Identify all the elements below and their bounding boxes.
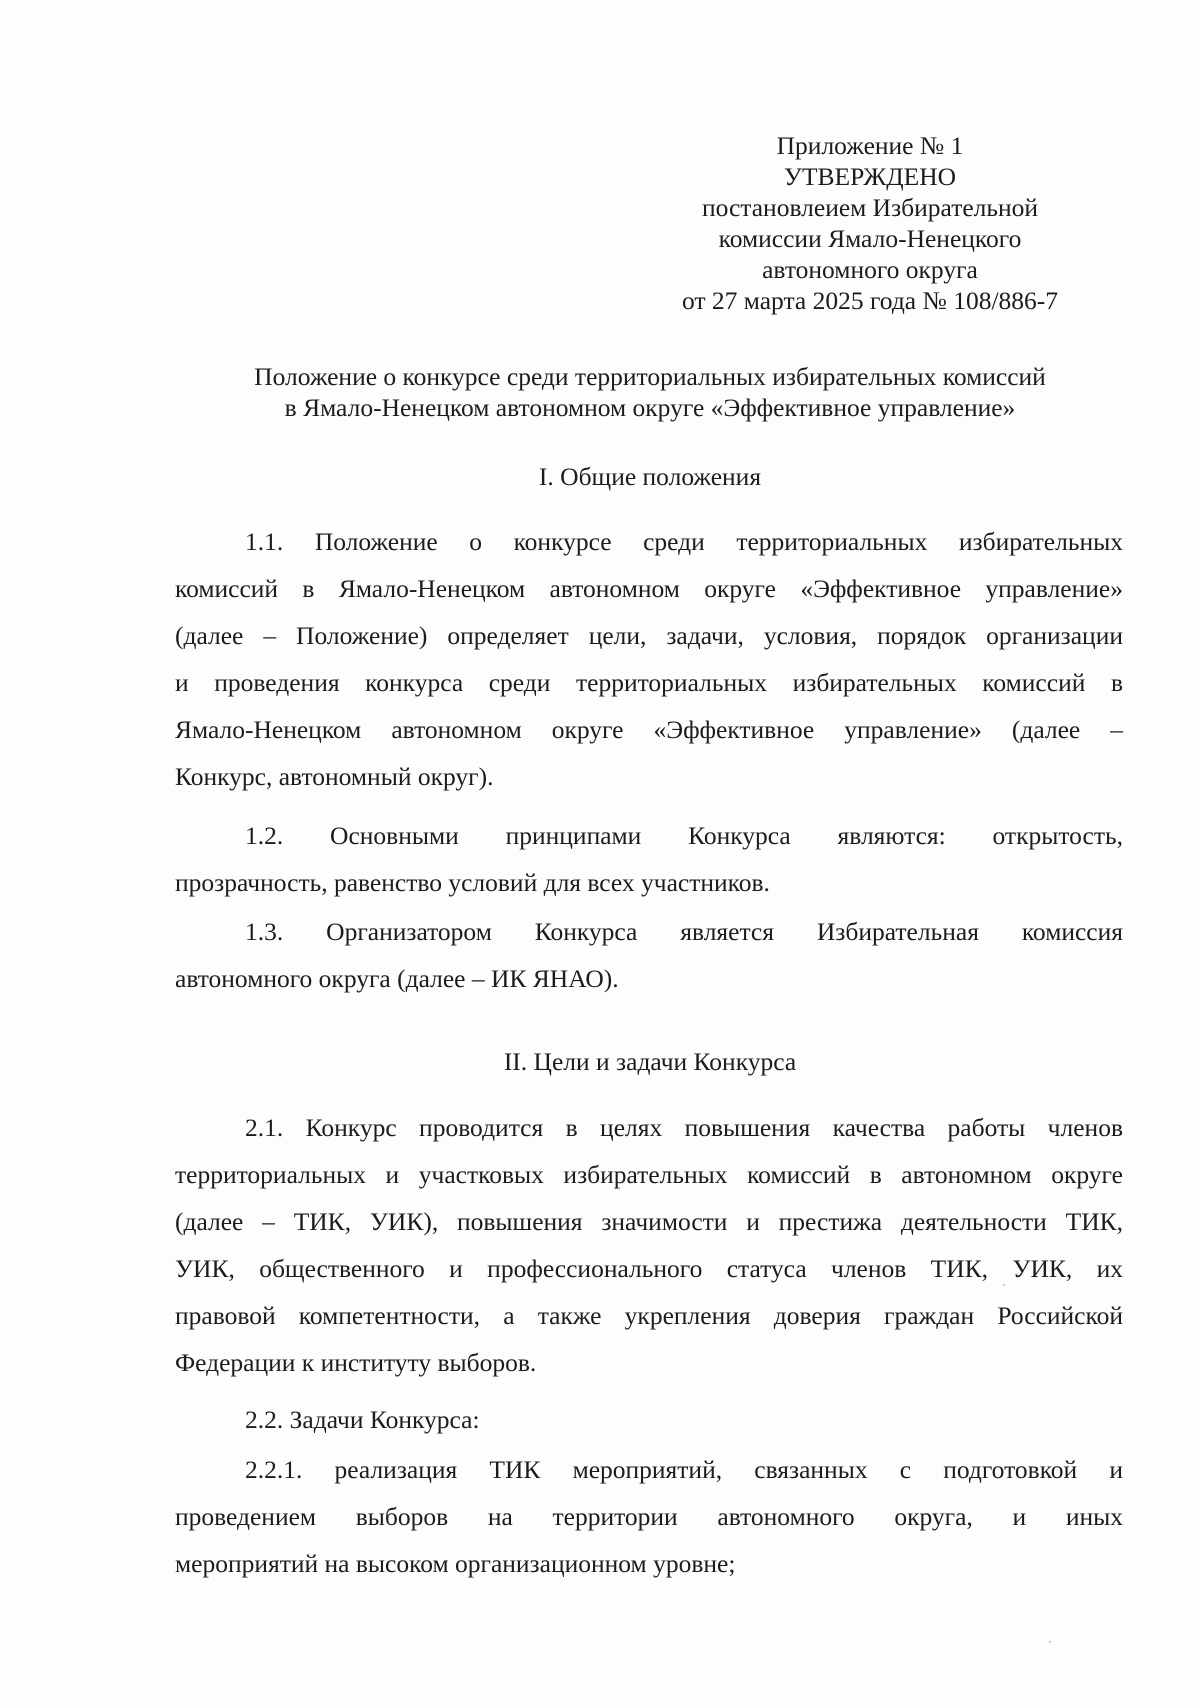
paragraph-line: 1.3. Организатором Конкурса является Избирательная комиссия: [245, 917, 1123, 946]
paragraph-2-2: [175, 1396, 1123, 1443]
paragraph-line: автономного округа (далее – ИК ЯНАО).: [175, 964, 619, 993]
approval-line: автономного округа: [762, 255, 978, 284]
section-heading-general: I. Общие положения: [538, 462, 762, 491]
paragraph-line: прозрачность, равенство условий для всех участников.: [175, 868, 770, 897]
paragraph-line: Конкурс, автономный округ).: [175, 762, 494, 791]
paragraph-line: мероприятий на высоком организационном уровне;: [175, 1549, 736, 1578]
paragraph-1-1: [175, 518, 1123, 800]
paragraph-1-3: [175, 908, 1123, 1002]
paragraph-line: территориальных и участковых избирательных комиссий в автономном округе: [175, 1160, 1123, 1189]
paragraph-line: и проведения конкурса среди территориальных избирательных комиссий в: [175, 668, 1123, 697]
approval-date-number: от 27 марта 2025 года № 108/886-7: [681, 286, 1059, 315]
approval-line: постановлеием Избирательной: [701, 193, 1039, 222]
paragraph-line: правовой компетентности, а также укрепления доверия граждан Российской: [175, 1301, 1123, 1330]
paragraph-line: проведением выборов на территории автономного округа, и иных: [175, 1502, 1123, 1531]
approval-stamp-block: [630, 130, 1110, 316]
paragraph-1-2: [175, 812, 1123, 906]
section-heading-goals: II. Цели и задачи Конкурса: [503, 1047, 797, 1076]
paragraph-line: 1.2. Основными принципами Конкурса являются: открытость,: [245, 821, 1123, 850]
scan-speck: [1049, 1641, 1051, 1643]
document-title-line: Положение о конкурсе среди территориальных избирательных комиссий: [254, 362, 1046, 391]
paragraph-line: 2.2. Задачи Конкурса:: [245, 1405, 480, 1434]
paragraph-line: (далее – ТИК, УИК), повышения значимости и престижа деятельности ТИК,: [175, 1207, 1123, 1236]
paragraph-line: Ямало-Ненецком автономном округе «Эффективное управление» (далее –: [175, 715, 1123, 744]
paragraph-line: УИК, общественного и профессионального статуса членов ТИК, УИК, их: [175, 1254, 1123, 1283]
document-title: [175, 361, 1125, 423]
paragraph-2-1: [175, 1104, 1123, 1386]
paragraph-2-2-1: [175, 1446, 1123, 1587]
document-title-line: в Ямало-Ненецком автономном округе «Эффективное управление»: [284, 393, 1016, 422]
paragraph-line: 2.1. Конкурс проводится в целях повышения качества работы членов: [245, 1113, 1123, 1142]
appendix-number: Приложение № 1: [776, 131, 964, 160]
paragraph-line: комиссий в Ямало-Ненецком автономном округе «Эффективное управление»: [175, 574, 1123, 603]
approved-label: УТВЕРЖДЕНО: [783, 162, 957, 191]
paragraph-line: Федерации к институту выборов.: [175, 1348, 537, 1377]
approval-line: комиссии Ямало-Ненецкого: [718, 224, 1022, 253]
paragraph-line: 2.2.1. реализация ТИК мероприятий, связанных с подготовкой и: [245, 1455, 1123, 1484]
scan-speck: [1003, 1284, 1005, 1286]
paragraph-line: (далее – Положение) определяет цели, задачи, условия, порядок организации: [175, 621, 1123, 650]
paragraph-line: 1.1. Положение о конкурсе среди территориальных избирательных: [245, 527, 1123, 556]
